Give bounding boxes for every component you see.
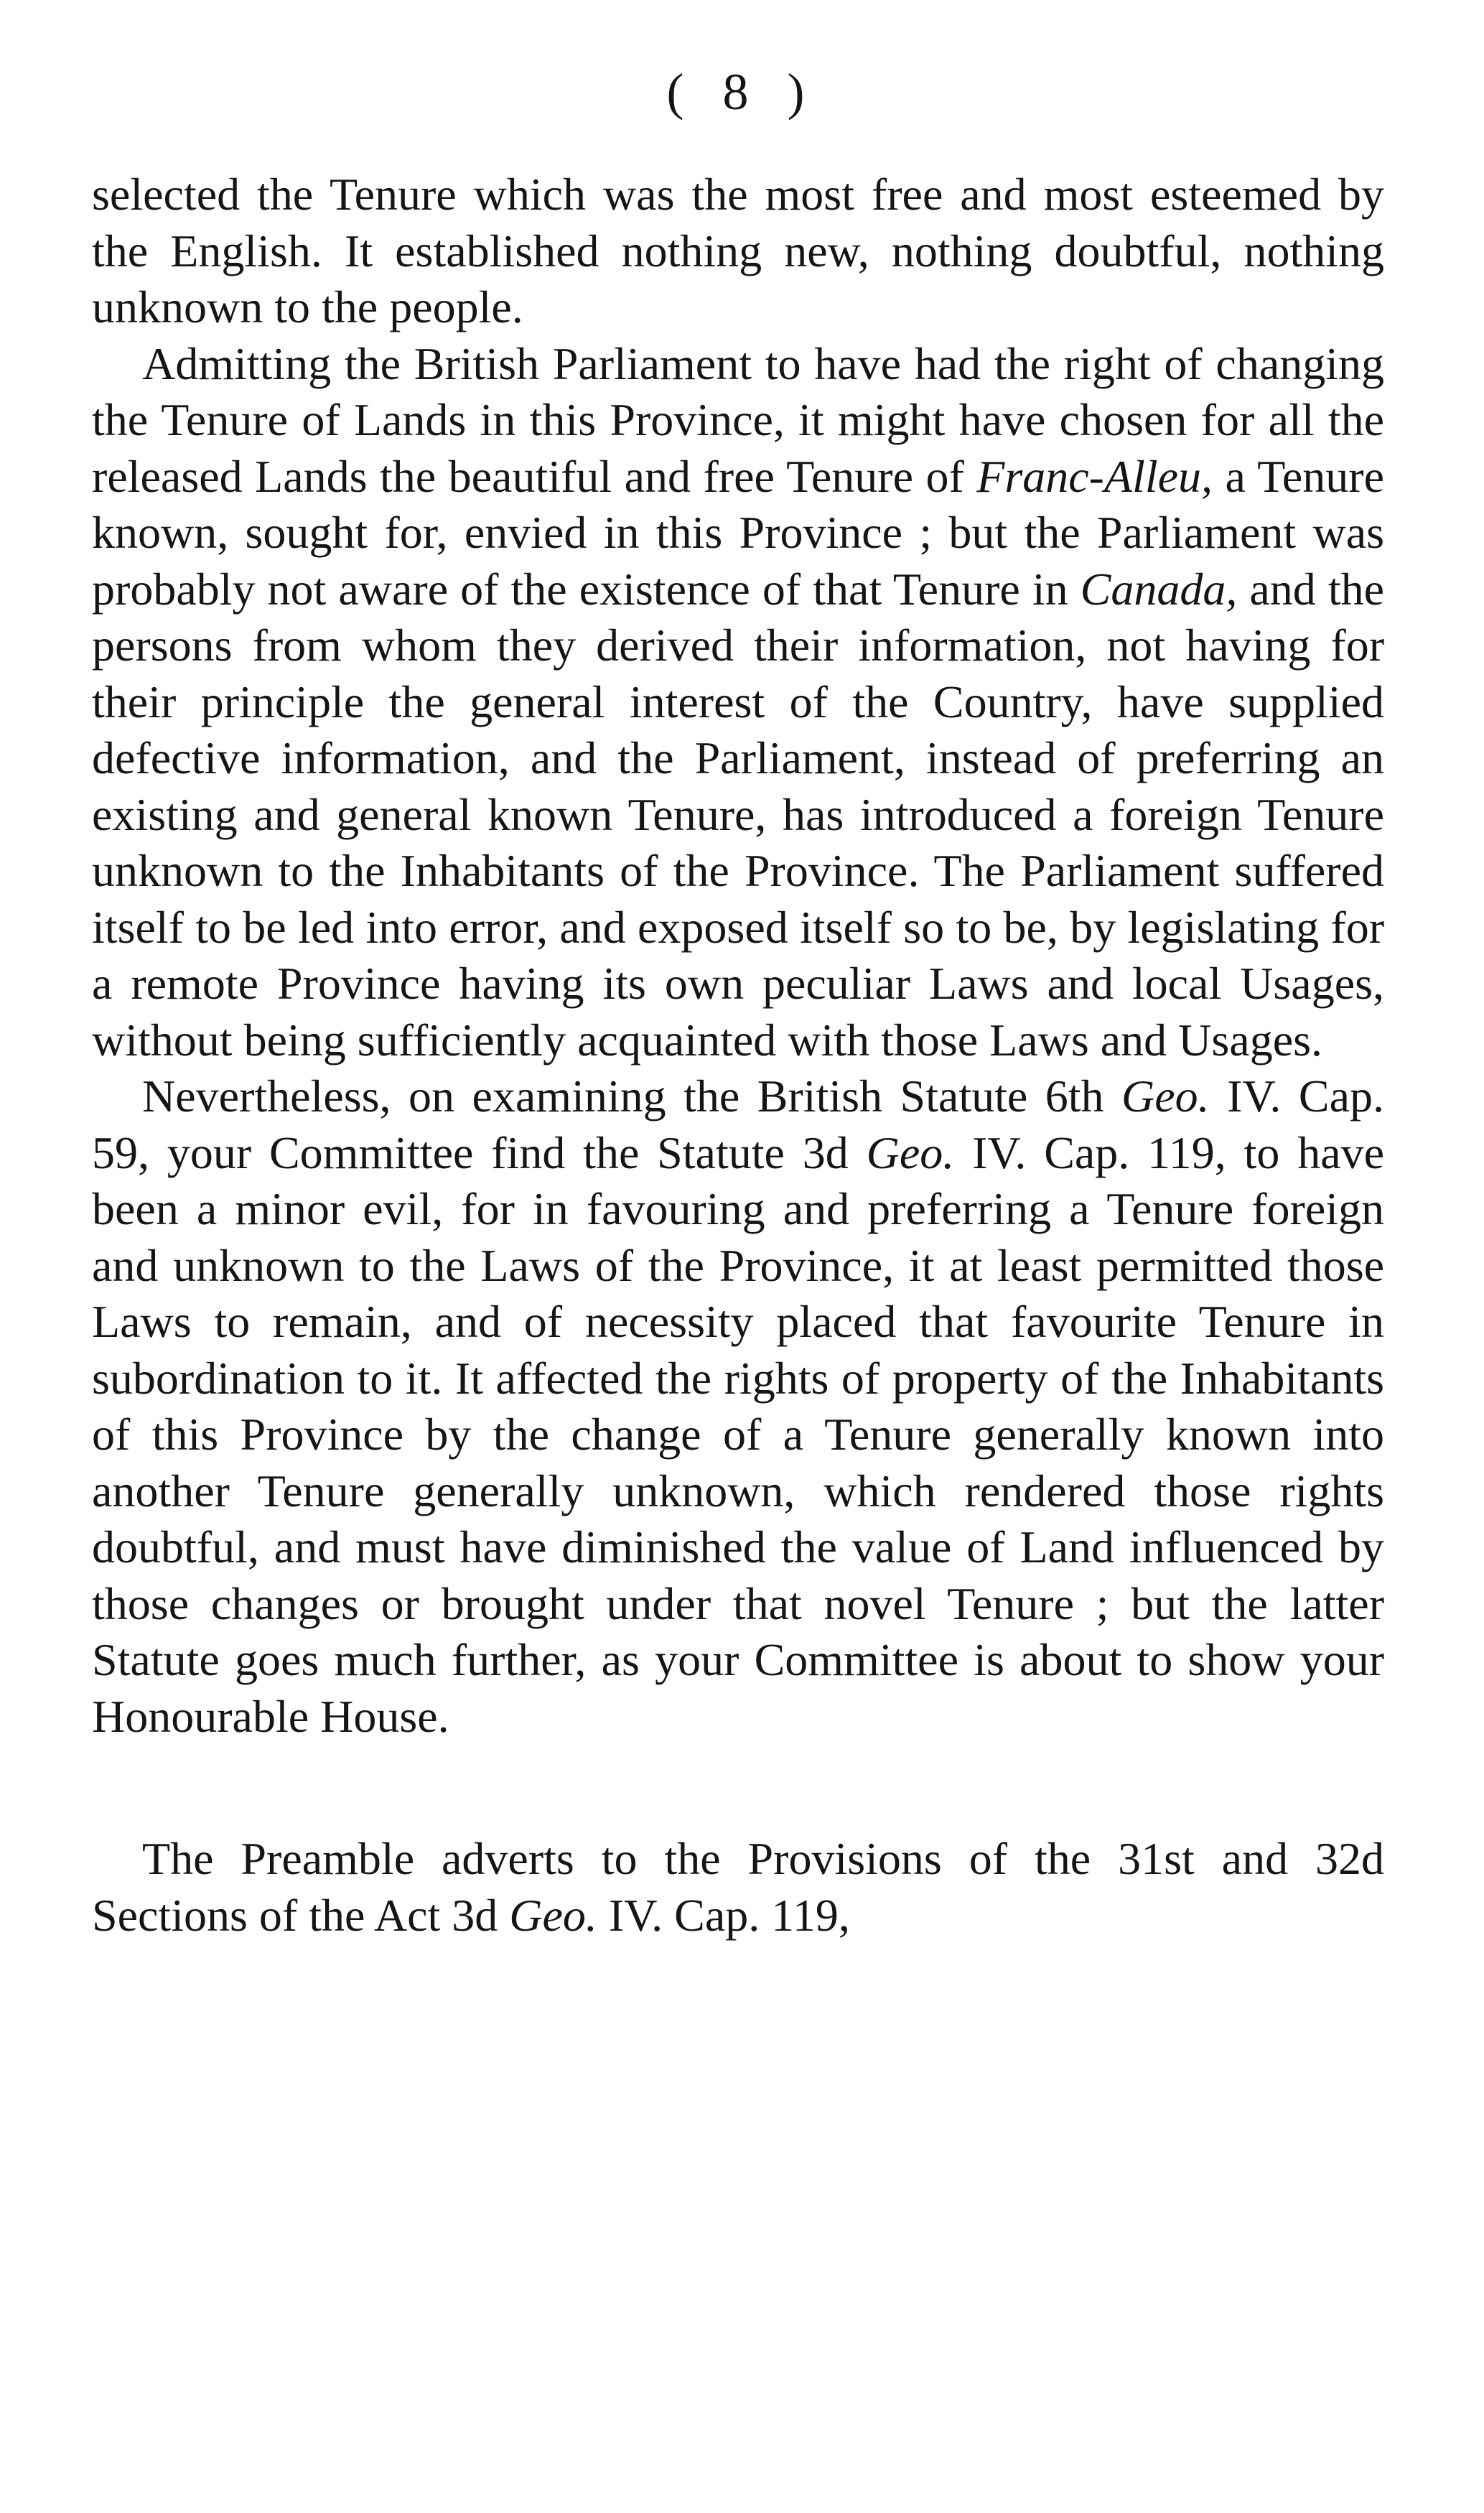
text-segment: IV. Cap. 119, to have been a minor evil, for in favouring and preferring a Tenure foreign and unknown to the Laws of the Province, it at least permitted those Laws to remain, and of necessity placed that favourite Tenure in subordination to it. It affected the rights of property of the Inhabitants of this Province by the change of a Tenure generally known into another Tenure generally unknown, which rendered those rights doubtful, and must have diminished the value of Land influenced by those changes or brought under that novel Tenure ; but the latter Statute goes much further, as your Committee is about to show your Honourable House. [92,1127,1385,1742]
text-segment: a Tenure known, sought for, envied in this Province ; but the Parliament was probably not aware of the existence of that Tenure in [92,450,1385,615]
italic-text: Geo. [1121,1071,1210,1122]
body-text [92,167,1384,1944]
text-segment: and the persons from whom they derived their information, not having for their principle the general interest of the Country, have supplied defective information, and the Parliament, instead of preferring an existing and general known Tenure, has introduced a foreign Tenure unknown to the Inhabitants of the Province. The Parliament suffered itself to be led into error, and exposed itself so to be, by legislating for a remote Province having its own peculiar Laws and local Usages, without being sufficiently acquainted with those Laws and Usages. [92,563,1385,1066]
paragraph-1 [92,167,1384,336]
text-segment: Admitting the British Parliament to have had the right of changing the Tenure of Lands in this Province, it might have chosen for all the released Lands the beautiful and free Tenure of [92,337,1384,502]
italic-text: Franc-Alleu, [976,450,1213,502]
italic-text: Geo. [866,1127,955,1178]
paragraph-4 [92,1831,1384,1944]
italic-text: Geo. [509,1889,597,1941]
text-segment: IV. Cap. 119, [597,1889,850,1941]
text-segment: The Preamble adverts to the Provisions of the 31st and 32d Sections of the Act 3d [92,1833,1384,1941]
text-segment: selected the Tenure which was the most free and most esteemed by the English. It established nothing new, nothing doubtful, nothing unknown to the people. [92,169,1384,332]
paragraph-3 [92,1068,1384,1745]
text-segment: Nevertheless, on examining the British Statute 6th [142,1071,1122,1122]
paragraph-2 [92,336,1384,1069]
page-number: ( 8 ) [666,63,818,121]
italic-text: Canada, [1080,563,1238,615]
text-segment: IV. Cap. 59, your Committee find the Statute 3d [92,1071,1385,1178]
